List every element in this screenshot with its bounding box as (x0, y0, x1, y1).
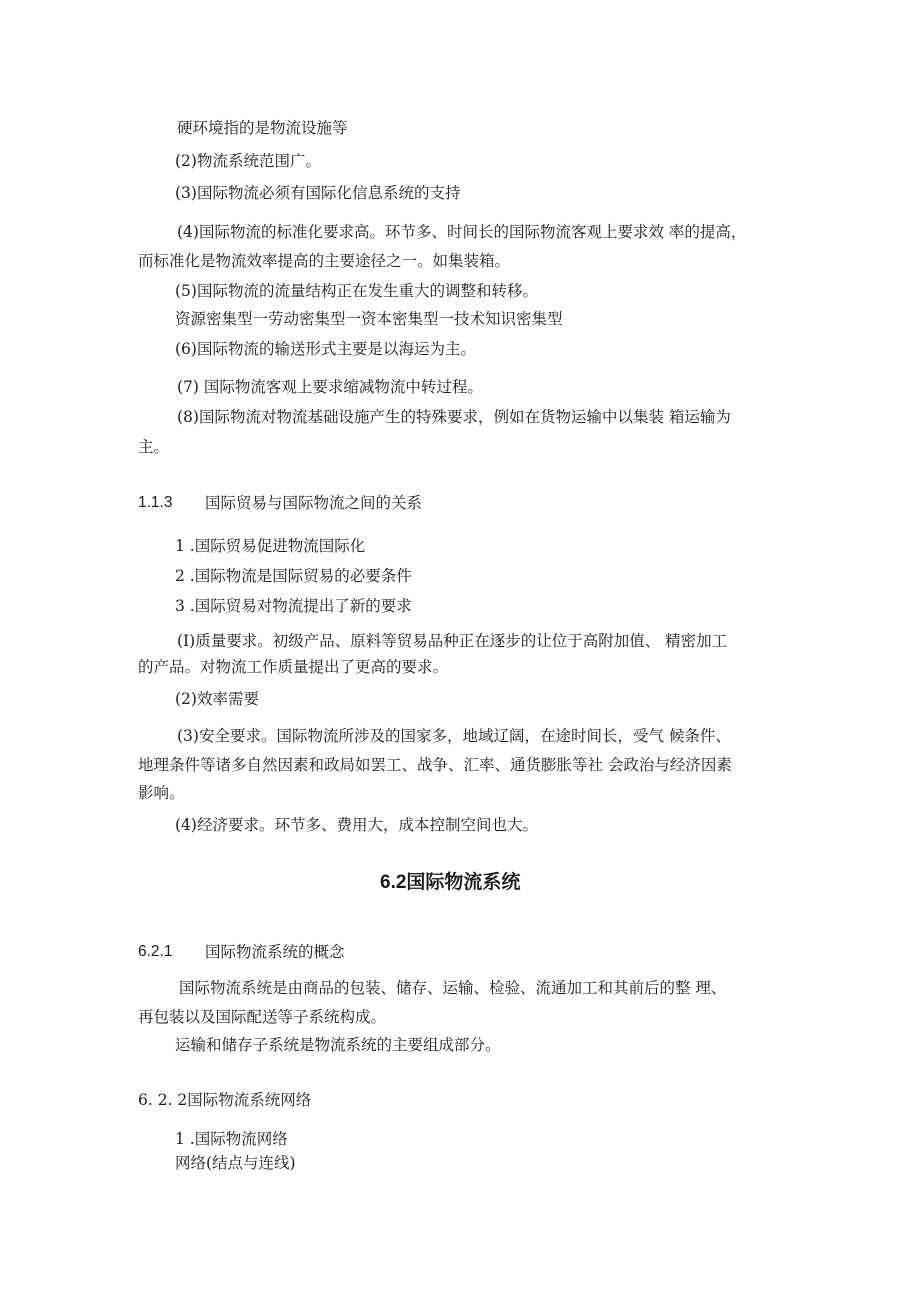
list-item: (4)经济要求。环节多、费用大，成本控制空间也大。 (175, 816, 538, 834)
list-item: 1 .国际物流网络 (175, 1130, 288, 1148)
text-line: 资源密集型一劳动密集型一资本密集型一技术知识密集型 (175, 310, 563, 328)
list-item: (2)物流系统范围广。 (175, 152, 321, 170)
list-item: 3 .国际贸易对物流提出了新的要求 (175, 597, 412, 615)
list-item: (8)国际物流对物流基础设施产生的特殊要求，例如在货物运输中以集装 箱运输为 (177, 408, 731, 426)
text-line: 硬环境指的是物流设施等 (177, 119, 348, 137)
list-item: (I)质量要求。初级产品、原料等贸易品种正在逐步的让位于高附加值、 精密加工 (177, 632, 728, 650)
section-heading: 6. 2. 2国际物流系统网络 (138, 1091, 312, 1109)
section-number: 1.1.3 (138, 494, 173, 511)
text-line: 再包装以及国际配送等子系统构成。 (138, 1008, 387, 1026)
text-line: 网络(结点与连线) (175, 1154, 296, 1172)
list-item: (3)安全要求。国际物流所涉及的国家多，地域辽阔，在途时间长，受气 候条件、 (177, 727, 731, 745)
list-item: (5)国际物流的流量结构正在发生重大的调整和转移。 (175, 282, 538, 300)
text-line: 运输和储存子系统是物流系统的主要组成部分。 (175, 1036, 501, 1054)
text-line: 而标准化是物流效率提高的主要途径之一。如集装箱。 (138, 252, 511, 270)
list-item: (2)效率需要 (175, 690, 259, 708)
list-item: (4)国际物流的标准化要求高。环节多、时间长的国际物流客观上要求效 率的提高， (177, 223, 747, 241)
section-number: 6.2.1 (138, 943, 173, 960)
text-line: 的产品。对物流工作质量提出了更高的要求。 (138, 658, 449, 676)
text-line: 地理条件等诸多自然因素和政局如罢工、战争、汇率、通货膨胀等社 会政治与经济因素 (138, 756, 732, 774)
text-line: 国际物流系统是由商品的包装、储存、运输、检验、流通加工和其前后的整 理、 (179, 979, 727, 997)
list-item: (7) 国际物流客观上要求缩减物流中转过程。 (177, 378, 483, 396)
section-heading: 国际物流系统的概念 (205, 943, 345, 961)
section-heading: 国际贸易与国际物流之间的关系 (205, 494, 423, 512)
list-item: (3)国际物流必须有国际化信息系统的支持 (175, 184, 461, 202)
list-item: 2 .国际物流是国际贸易的必要条件 (175, 567, 412, 585)
list-item: 1 .国际贸易促进物流国际化 (175, 537, 366, 555)
text-line: 主。 (138, 438, 170, 456)
text-line: 影响。 (138, 784, 185, 802)
chapter-heading: 6.2国际物流系统 (380, 872, 521, 893)
list-item: (6)国际物流的输送形式主要是以海运为主。 (175, 340, 476, 358)
